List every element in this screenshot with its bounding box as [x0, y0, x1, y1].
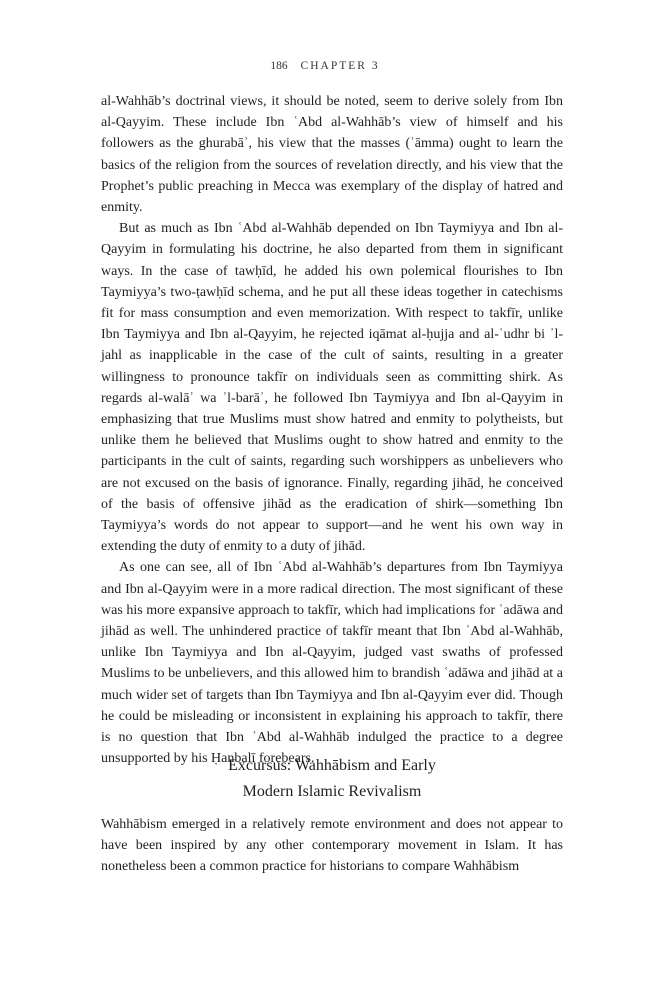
paragraph-2: But as much as Ibn ʿAbd al-Wahhāb depended on Ibn Taymiyya and Ibn al-Qayyim in formulating his doctrine, he also departed from them in significant ways. In the case of tawḥīd, he added his own polemical flourishes to Ibn Taymiyya’s two-ṭawḥīd schema, and he put all these ideas together in catechisms fit for mass consumption and even memorization. With respect to takfīr, unlike Ibn Taymiyya and Ibn al-Qayyim, he rejected iqāmat al-ḥujja and al-ʿudhr bi ʾl-jahl as inapplicable in the case of the cult of saints, resulting in a greater willingness to pronounce takfīr on individuals seen as committing shirk. As regards al-walāʾ wa ʾl-barāʾ, he followed Ibn Taymiyya and Ibn al-Qayyim in emphasizing that true Muslims must show hatred and enmity to polytheists, but unlike them he believed that Muslims ought to show hatred and enmity to the participants in the cult of saints, regarding such worshippers as unbelievers who are not excused on the basis of ignorance. Finally, regarding jihād, he conceived of the basis of offensive jihād as the eradication of shirk—something Ibn Taymiyya’s words do not appear to support—and he went his own way in extending the duty of enmity to a duty of jihād.: [101, 221, 563, 555]
section-paragraph-1: Wahhābism emerged in a relatively remote environment and does not appear to have been inspired by any other contemporary movement in Islam. It has nonetheless been a common practice for historians to compare Wahhābism: [101, 817, 563, 875]
body-text: [101, 91, 563, 770]
paragraph-1: al-Wahhāb’s doctrinal views, it should be noted, seem to derive solely from Ibn al-Qayyim. These include Ibn ʿAbd al-Wahhāb’s view of himself and his followers as the ghurabāʾ, his view that the masses (ʿāmma) ought to learn the basics of the religion from the sources of revelation directly, and his view that the Prophet’s public preaching in Mecca was exemplary of the display of hatred and enmity.: [101, 94, 563, 216]
section-heading: [101, 753, 563, 805]
section-body-text: [101, 814, 563, 878]
page-number: 186: [270, 60, 288, 72]
paragraph-3: As one can see, all of Ibn ʿAbd al-Wahhāb’s departures from Ibn Taymiyya and Ibn al-Qayyim were in a more radical direction. The most significant of these was his more expansive approach to takfīr, which had implications for ʿadāwa and jihād as well. The unhindered practice of takfīr meant that Ibn ʿAbd al-Wahhāb, unlike Ibn Taymiyya and Ibn al-Qayyim, judged vast swaths of professed Muslims to be unbelievers, and this allowed him to brandish ʿadāwa and jihād at a much wider set of targets than Ibn Taymiyya and Ibn al-Qayyim ever did. Though he could be misleading or inconsistent in explaining his approach to takfīr, there is no question that Ibn ʿAbd al-Wahhāb indulged the practice to a degree unsupported by his Ḥanbalī forebears.: [101, 560, 563, 767]
running-head: [0, 60, 650, 72]
chapter-label: CHAPTER 3: [300, 60, 380, 72]
section-heading-line-1: Excursus: Wahhābism and Early: [228, 757, 436, 774]
section-heading-line-2: Modern Islamic Revivalism: [242, 783, 422, 800]
